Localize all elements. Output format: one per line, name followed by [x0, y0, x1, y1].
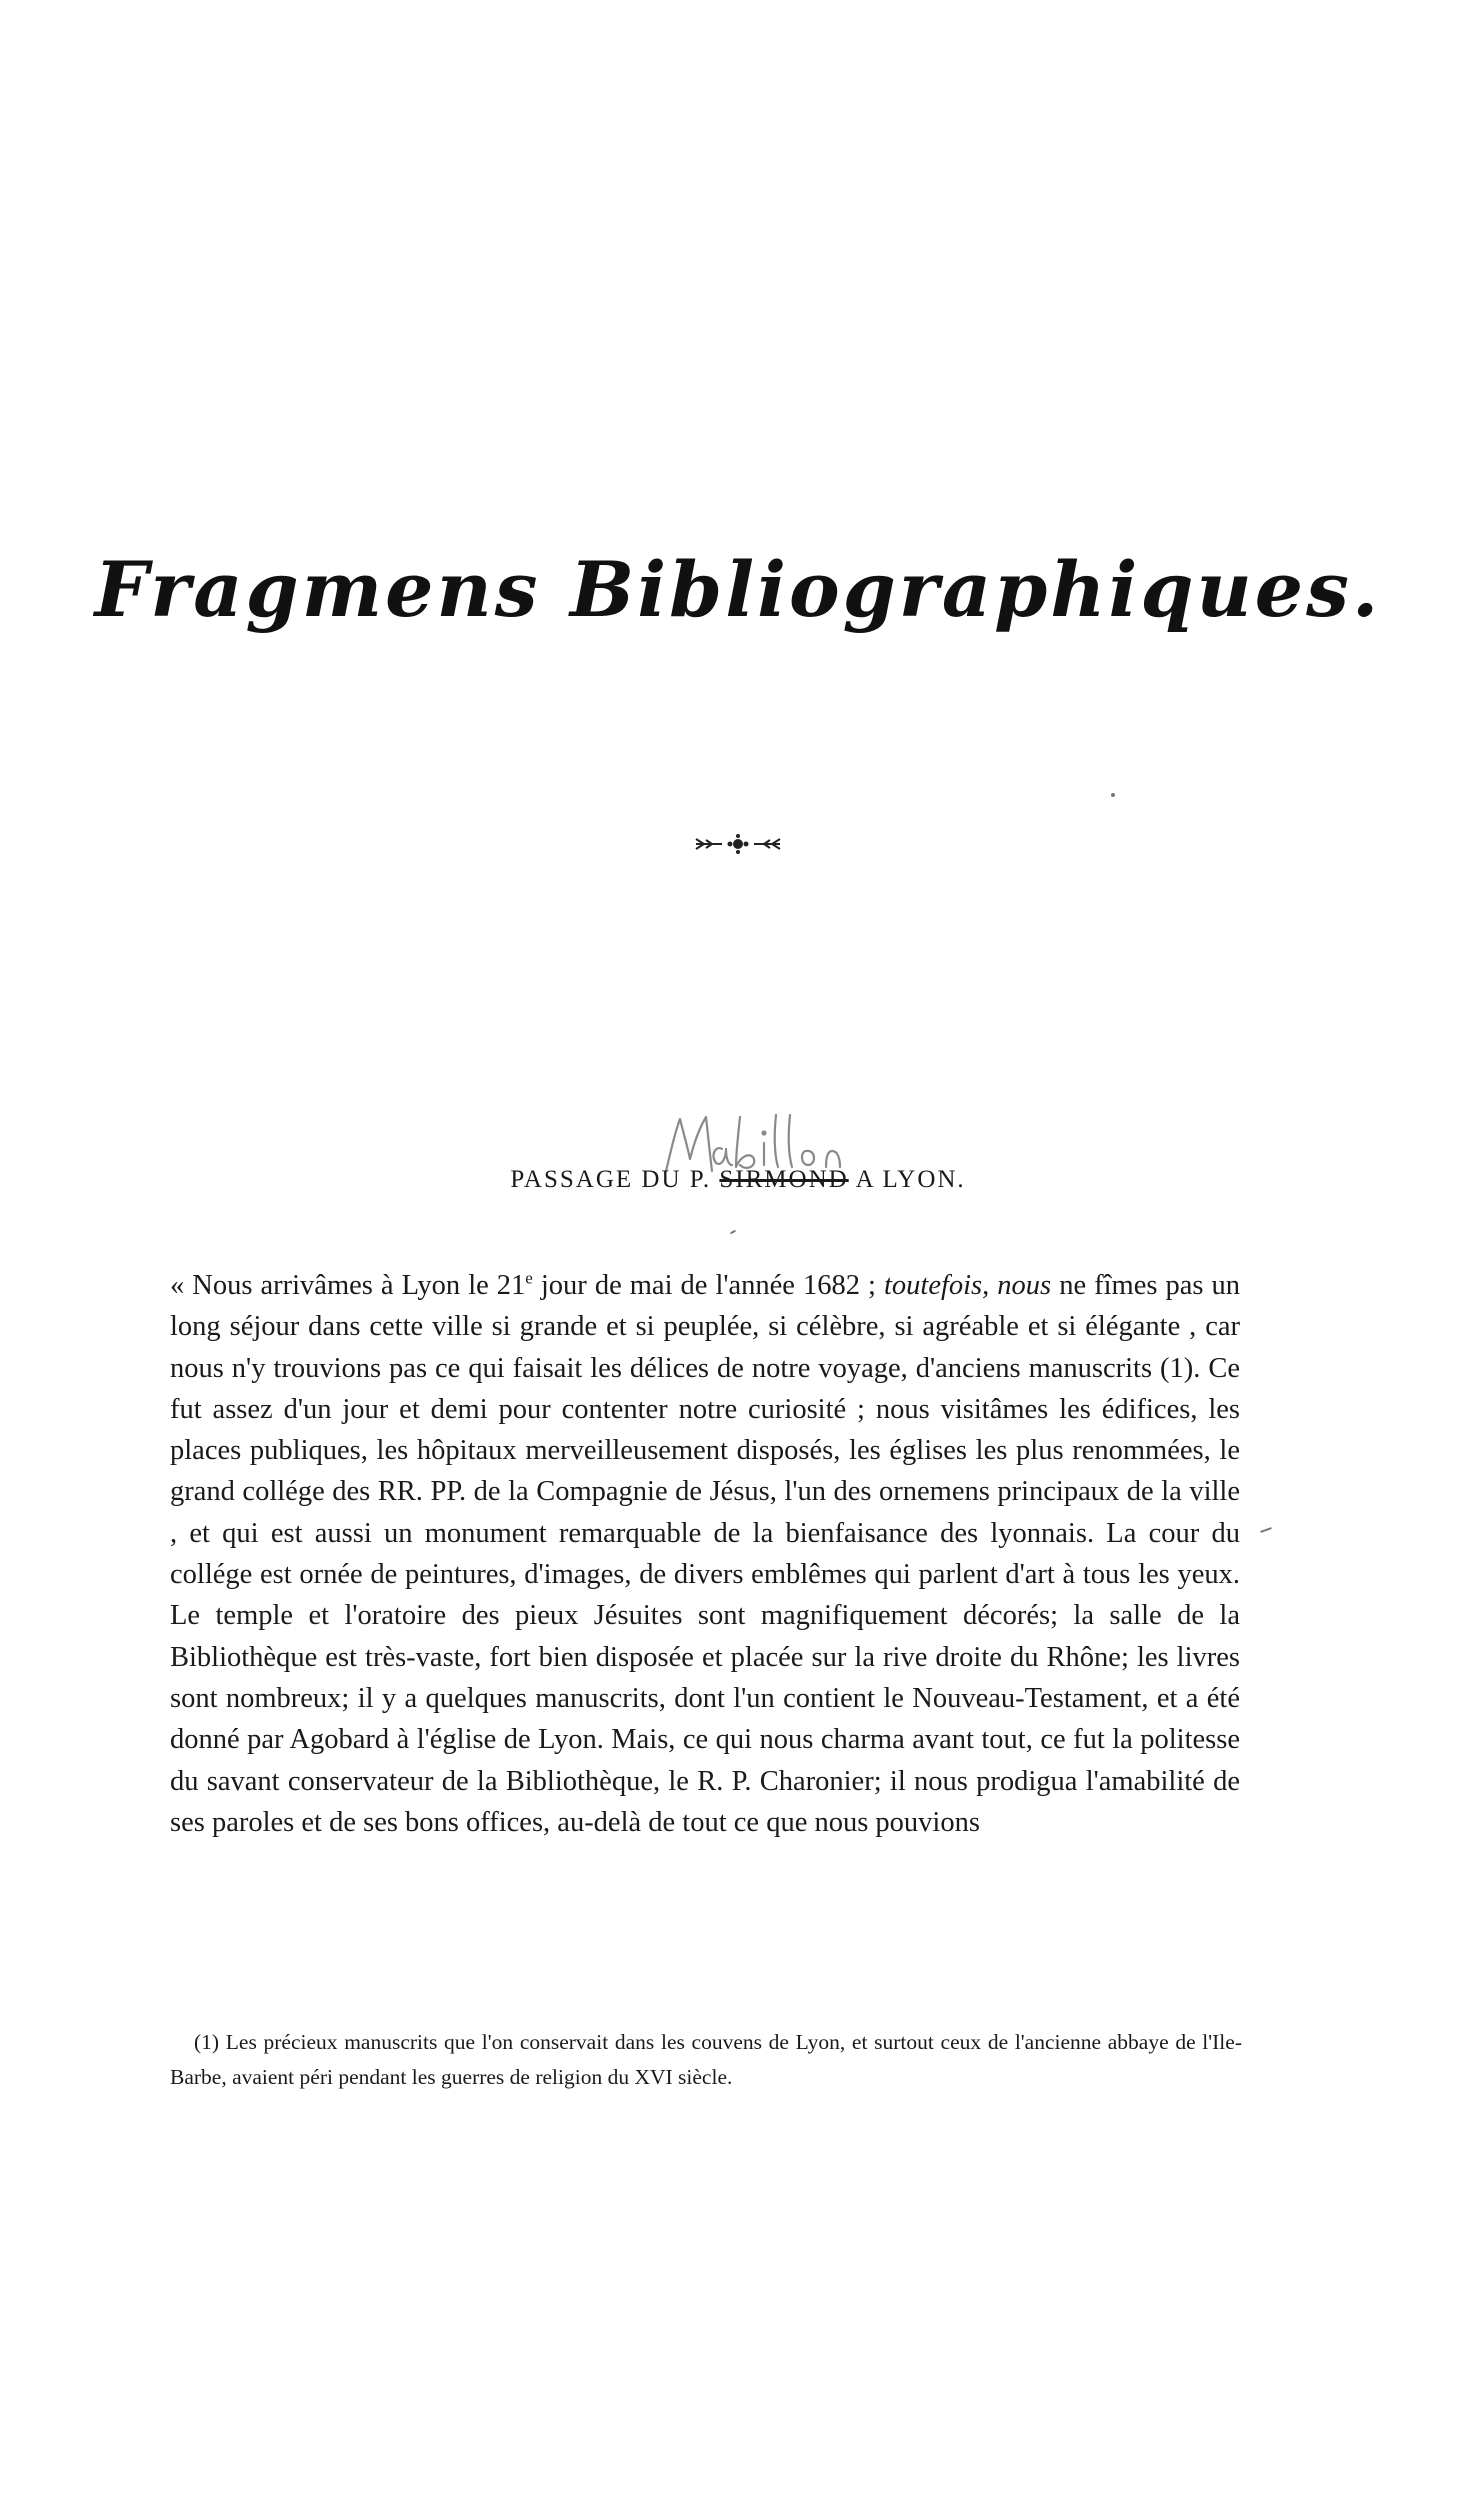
paragraph-text-date: jour de mai de l'année 1682 ;: [532, 1270, 884, 1301]
page-title: Fragmens Bibliographiques.: [94, 545, 1382, 634]
paper-speck: [1111, 793, 1115, 797]
footnote: [170, 2025, 1242, 2095]
footnote-marker: (1): [194, 2030, 220, 2054]
paper-speck: [1260, 1527, 1272, 1533]
opening-quote: «: [170, 1270, 193, 1301]
fleuron-ornament: [0, 833, 1476, 859]
italic-phrase: toutefois, nous: [883, 1270, 1052, 1301]
heading-suffix: A LYON.: [848, 1166, 966, 1193]
footnote-text: Les précieux manuscrits que l'on conservait dans les couvens de Lyon, et surtout ceux de l'ancienne abbaye de l'Ile-Barbe, avaient péri pendant les guerres de religion du XVI siècle.: [170, 2030, 1242, 2089]
paragraph-text-rest: ne fîmes pas un long séjour dans cette ville si grande et si peuplée, si célèbre, si agréable et si élégante , car nous n'y trouvions pas ce qui faisait les délices de notre voyage, d'anciens manuscrits (1). Ce fut assez d'un jour et demi pour contenter notre curiosité ; nous visitâmes les édifices, les places publiques, les hôpitaux merveilleusement disposés, les églises les plus renommées, le grand collége des RR. PP. de la Compagnie de Jésus, l'un des ornemens principaux de la ville , et qui est aussi un monument remarquable de la bienfaisance des lyonnais. La cour du collége est ornée de peintures, d'images, de divers emblêmes qui parlent d'art à tous les yeux. Le temple et l'oratoire des pieux Jésuites sont magnifiquement décorés; la salle de la Bibliothèque est très-vaste, fort bien disposée et placée sur la rive droite du Rhône; les livres sont nombreux; il y a quelques manuscrits, dont l'un contient le Nouveau-Testament, et a été donné par Agobard à l'église de Lyon. Mais, ce qui nous charma avant tout, ce fut la politesse du savant conservateur de la Bibliothèque, le R. P. Charonier; il nous prodigua l'amabilité de ses paroles et de ses bons offices, au-delà de tout ce que nous pouvions: [170, 1270, 1240, 1838]
section-heading: [0, 1166, 1476, 1194]
body-paragraph: [170, 1265, 1240, 1843]
paper-speck: [730, 1230, 736, 1235]
paragraph-text-start: Nous arrivâmes à Lyon le 21: [192, 1270, 526, 1301]
struck-name: SIRMOND: [719, 1166, 849, 1193]
ordinal-superscript: e: [525, 1268, 533, 1288]
fleuron-ornament-icon: [692, 833, 784, 855]
heading-prefix: PASSAGE DU P.: [510, 1166, 720, 1193]
